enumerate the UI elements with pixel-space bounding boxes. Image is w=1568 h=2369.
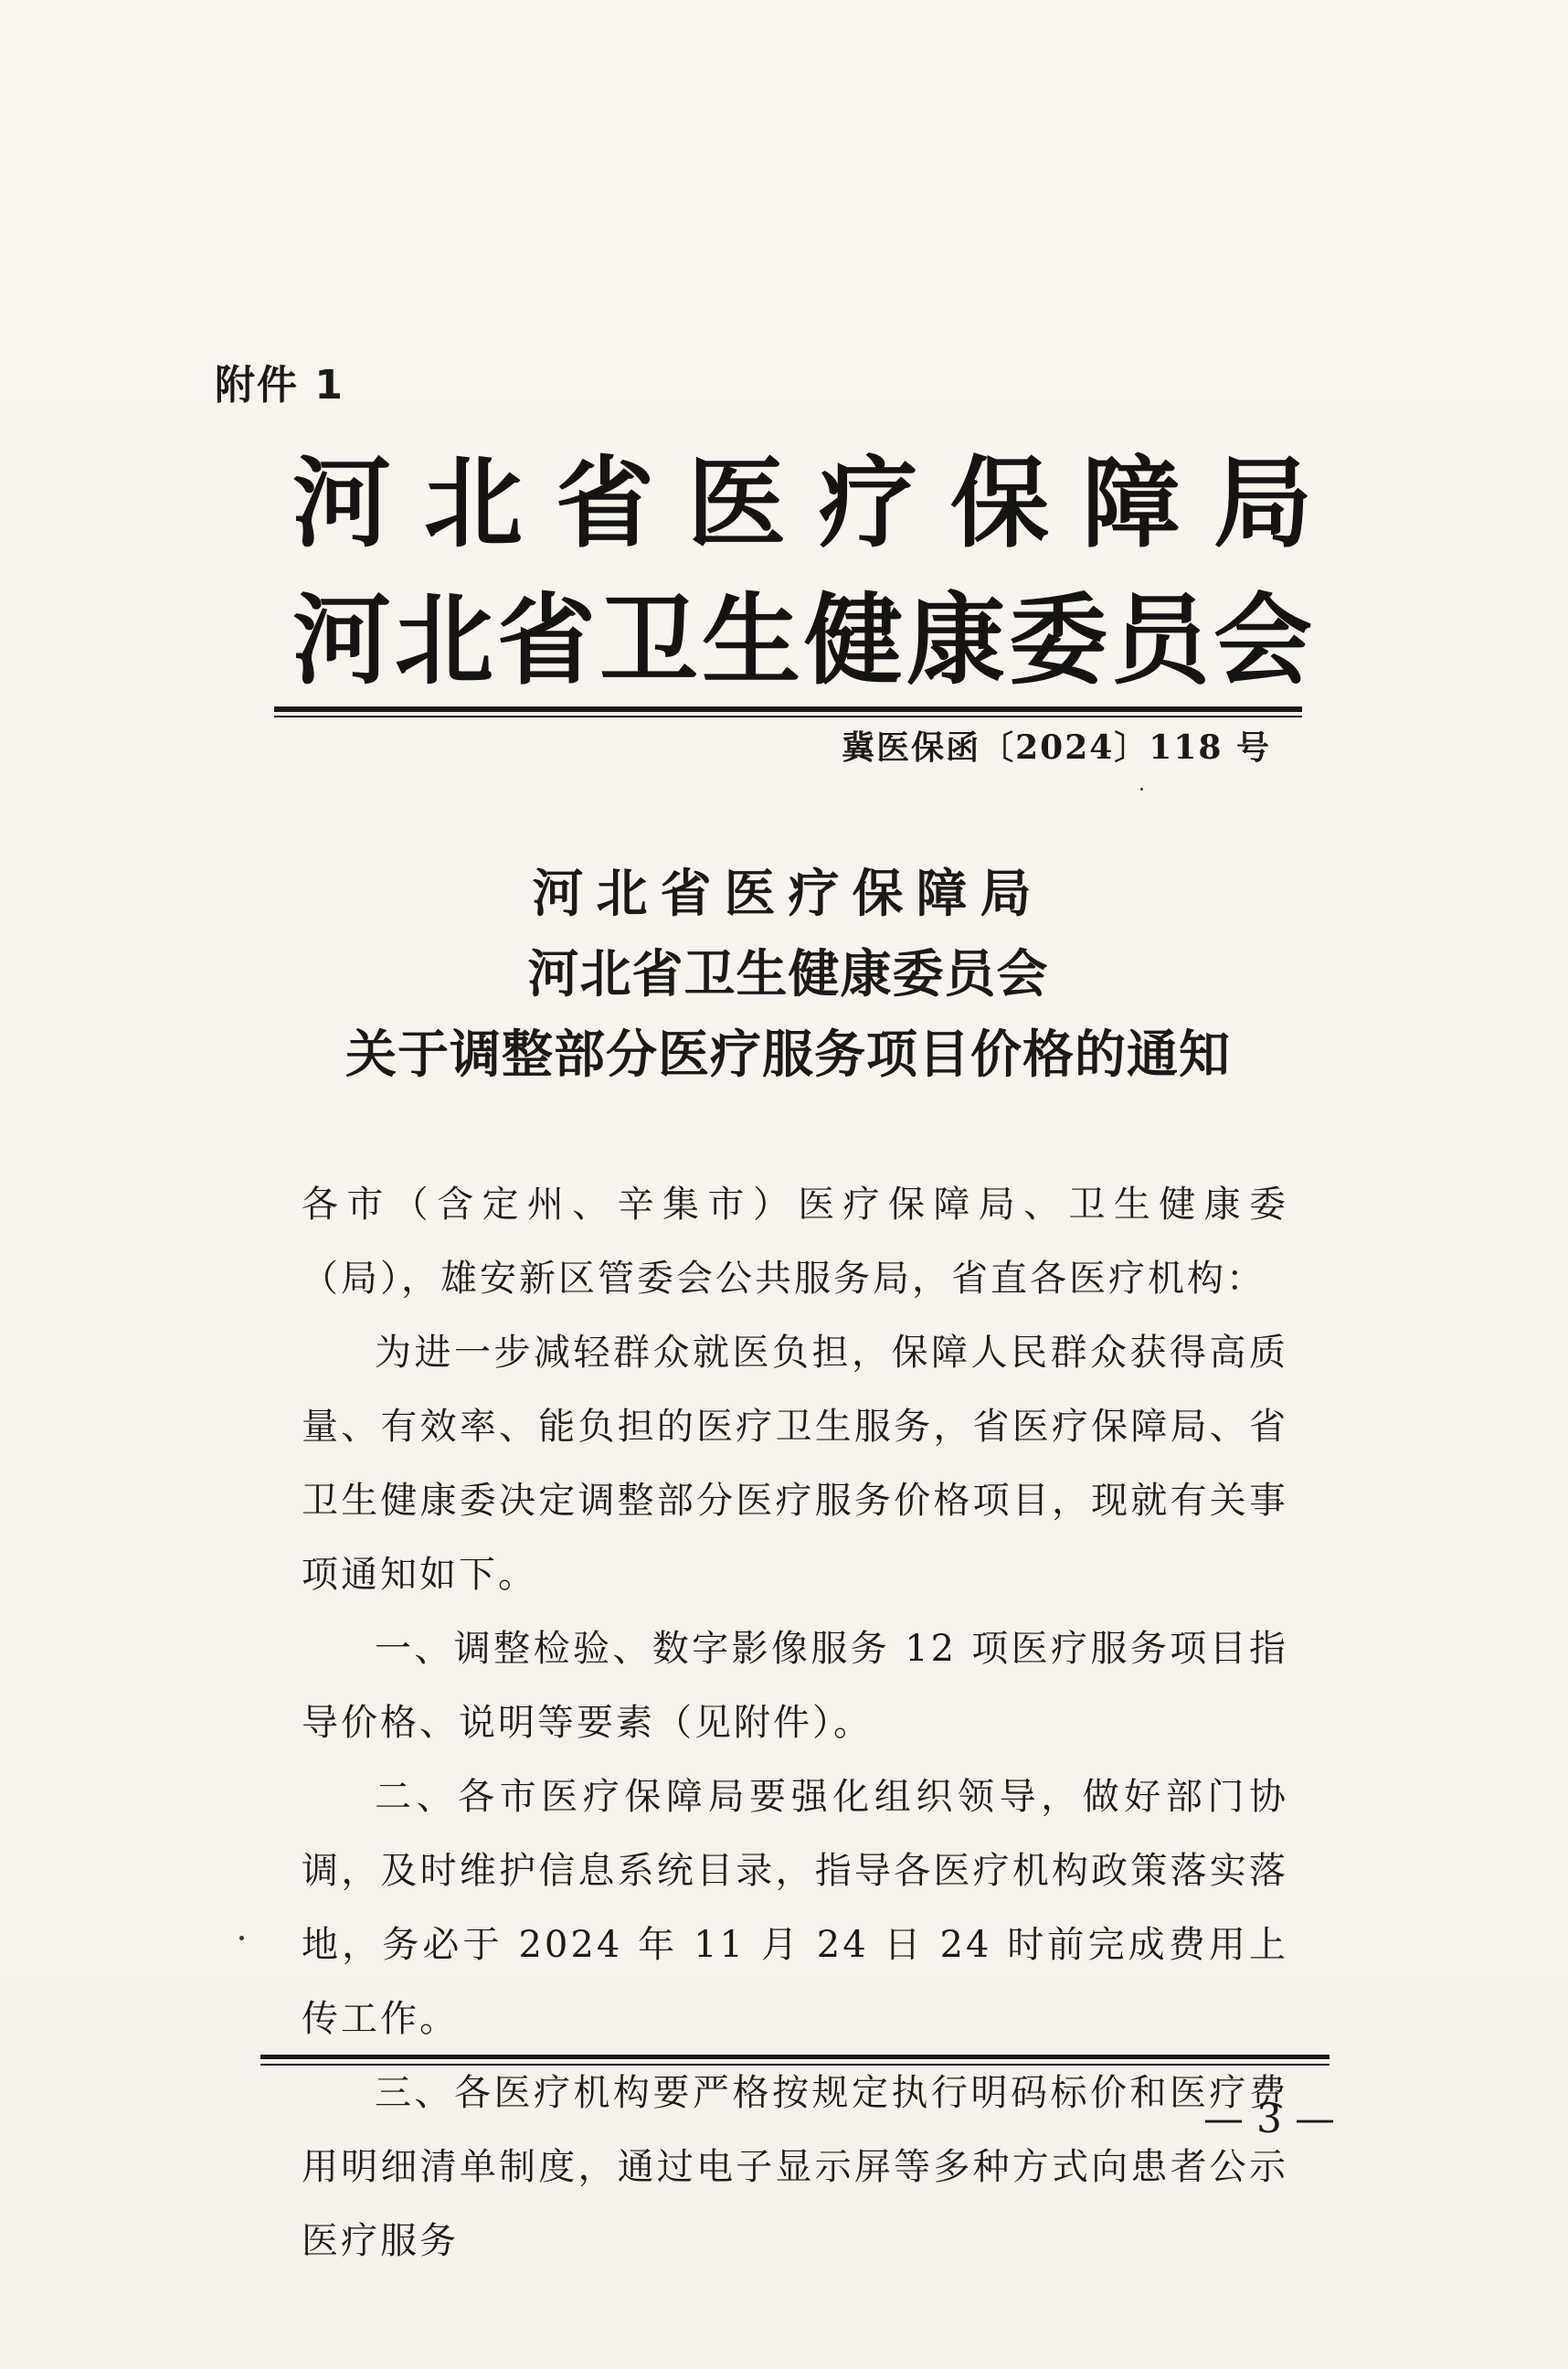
body-paragraph: 三、各医疗机构要严格按规定执行明码标价和医疗费用明细清单制度，通过电子显示屏等多种方式向患者公示医疗服务 bbox=[302, 2072, 1288, 2262]
body-paragraph: 二、各市医疗保障局要强化组织领导，做好部门协调，及时维护信息系统目录，指导各医疗机构政策落实落地，务必于 2024 年 11 月 24 日 24 时前完成费用上传工作。 bbox=[302, 1776, 1288, 2040]
masthead-line-1: 河北省医疗保障局 bbox=[292, 446, 1346, 561]
document-title bbox=[274, 855, 1302, 1096]
title-line-3: 关于调整部分医疗服务项目价格的通知 bbox=[345, 1025, 1231, 1085]
body-paragraph: 为进一步减轻群众就医负担，保障人民群众获得高质量、有效率、能负担的医疗卫生服务，省医疗保障局、省卫生健康委决定调整部分医疗服务价格项目，现就有关事项通知如下。 bbox=[302, 1332, 1288, 1596]
masthead-rule-thick bbox=[274, 706, 1302, 712]
footer-rule-thin bbox=[260, 2064, 1330, 2066]
document-body bbox=[302, 1168, 1288, 2279]
document-number: 冀医保函〔2024〕118 号 bbox=[842, 728, 1271, 767]
body-paragraph: 一、调整检验、数字影像服务 12 项医疗服务项目指导价格、说明等要素（见附件）。 bbox=[302, 1628, 1288, 1744]
page-number: — 3 — bbox=[1203, 2096, 1335, 2142]
salutation: 各市（含定州、辛集市）医疗保障局、卫生健康委（局），雄安新区管委会公共服务局，省直各医疗机构： bbox=[302, 1184, 1288, 1300]
masthead-line-2: 河北省卫生健康委员会 bbox=[292, 583, 1317, 698]
title-line-1: 河北省医疗保障局 bbox=[532, 865, 1044, 924]
masthead-rule-thin bbox=[274, 716, 1302, 717]
attachment-label: 附件 1 bbox=[215, 362, 344, 409]
scan-speck bbox=[239, 1936, 244, 1940]
scan-speck bbox=[1140, 788, 1143, 791]
footer-rule-thick bbox=[260, 2055, 1330, 2059]
title-line-2: 河北省卫生健康委员会 bbox=[527, 945, 1049, 1004]
